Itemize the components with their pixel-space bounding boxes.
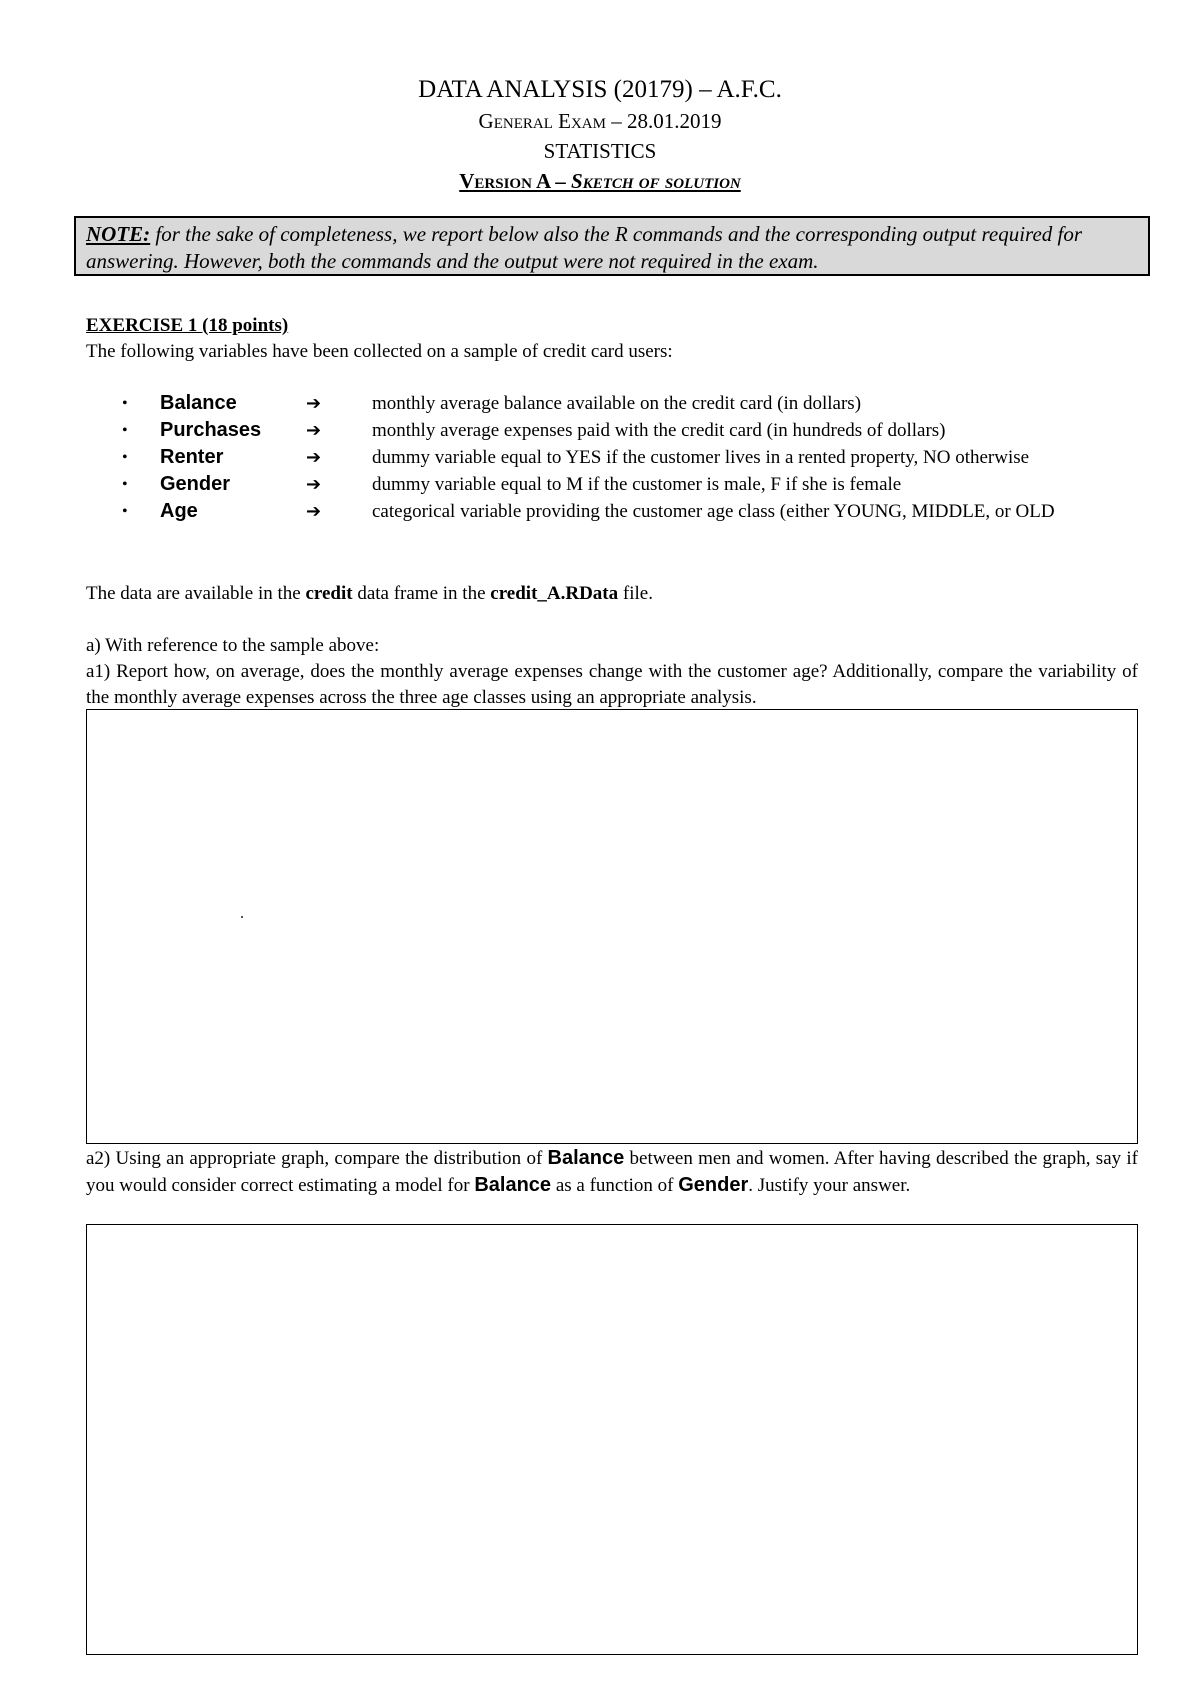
bullet-icon: •: [122, 476, 128, 493]
variable-description: dummy variable equal to YES if the customer lives in a rented property, NO otherwise: [372, 447, 1030, 468]
qa2-part4: . Justify your answer.: [748, 1175, 911, 1196]
answer-box-a1[interactable]: [86, 709, 1138, 1144]
variable-description: categorical variable providing the customer age class (either YOUNG, MIDDLE, or OLD: [372, 501, 1055, 522]
bullet-icon: •: [122, 449, 128, 466]
exercise-intro: The following variables have been collected on a sample of credit card users:: [86, 341, 673, 362]
arrow-right-icon: ➔: [306, 501, 322, 522]
qa2-bold-balance-2: Balance: [474, 1174, 552, 1196]
document-header: [0, 74, 1200, 196]
qa2-part1: a2) Using an appropriate graph, compare the distribution of: [86, 1148, 548, 1169]
variable-name: Balance: [160, 392, 237, 414]
arrow-right-icon: ➔: [306, 447, 322, 468]
version-suffix: Sketch of solution: [571, 169, 741, 193]
subject-line: STATISTICS: [543, 139, 657, 163]
bullet-icon: •: [122, 503, 128, 520]
bullet-icon: •: [122, 395, 128, 412]
data-line-post: file.: [618, 583, 653, 604]
note-label: NOTE:: [86, 222, 151, 246]
qa2-part3: as a function of: [551, 1175, 679, 1196]
list-item: [122, 498, 1142, 525]
exercise-title: EXERCISE 1 (18 points): [86, 315, 289, 336]
variable-name: Gender: [160, 473, 231, 495]
question-a2: [86, 1145, 1138, 1199]
variable-description: monthly average balance available on the credit card (in dollars): [372, 393, 862, 414]
qa2-bold-gender: Gender: [678, 1174, 749, 1196]
data-line-mid: data frame in the: [352, 583, 491, 604]
exam-date-line: General Exam – 28.01.2019: [478, 109, 722, 133]
list-item: [122, 444, 1142, 471]
arrow-right-icon: ➔: [306, 474, 322, 495]
qa2-bold-balance: Balance: [547, 1147, 625, 1169]
stray-mark: [241, 916, 243, 918]
data-availability-line: [86, 581, 653, 607]
variable-description: dummy variable equal to M if the customer is male, F if she is female: [372, 474, 902, 495]
list-item: [122, 390, 1142, 417]
variable-name: Purchases: [160, 419, 262, 441]
variable-list: [122, 390, 1142, 525]
data-line-pre: The data are available in the: [86, 583, 306, 604]
variable-description: monthly average expenses paid with the credit card (in hundreds of dollars): [372, 420, 946, 441]
bullet-icon: •: [122, 422, 128, 439]
document-title: DATA ANALYSIS (20179) – A.F.C.: [418, 76, 782, 103]
version-line: [0, 166, 1200, 196]
list-item: [122, 471, 1142, 498]
note-text: for the sake of completeness, we report below also the R commands and the corresponding output required for answering. However, both the commands and the output were not required in the exam.: [86, 222, 1083, 273]
qa2-part2: between men and women. After having described the graph, say if you would consider correct estimating a model for: [86, 1148, 1138, 1196]
variable-name: Renter: [160, 446, 224, 468]
data-file-name: credit_A.RData: [490, 583, 619, 604]
question-a1: a1) Report how, on average, does the monthly average expenses change with the customer age? Additionally, compare the variability of the monthly average expenses across the three age classes using an appropriate analysis.: [86, 661, 1138, 708]
arrow-right-icon: ➔: [306, 420, 322, 441]
variable-name: Age: [160, 500, 198, 522]
answer-box-a2[interactable]: [86, 1224, 1138, 1655]
list-item: [122, 417, 1142, 444]
version-prefix: Version A –: [459, 169, 572, 193]
question-a: a) With reference to the sample above:: [86, 635, 380, 656]
arrow-right-icon: ➔: [306, 393, 322, 414]
note-box: [74, 216, 1150, 276]
data-frame-name: credit: [305, 583, 353, 604]
